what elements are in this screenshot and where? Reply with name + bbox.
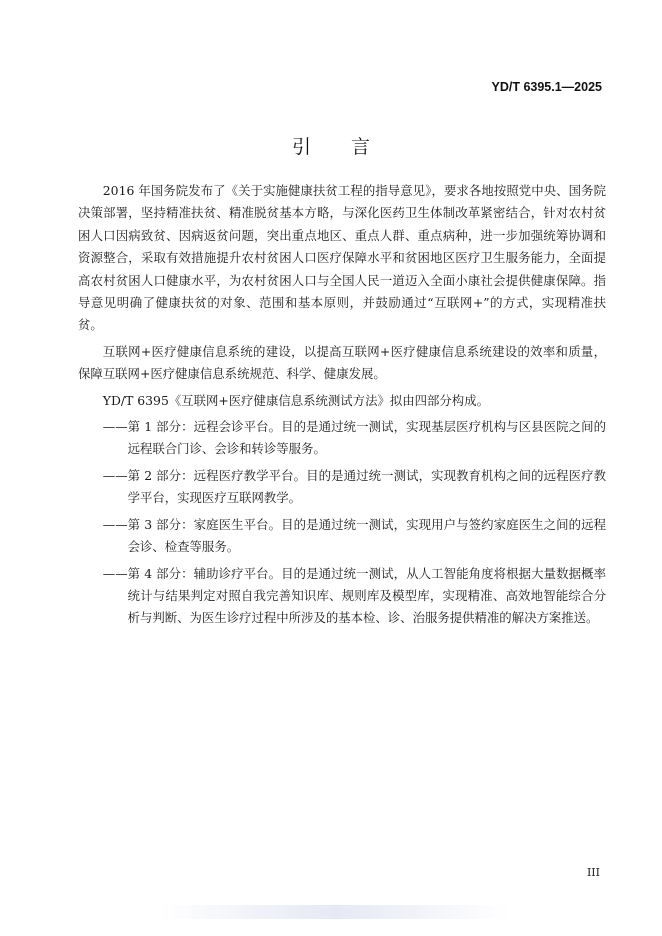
list-item-part-2: ——第 2 部分：远程医疗教学平台。目的是通过统一测试，实现教育机构之间的远程医疗教学平台，实现医疗互联网教学。: [102, 467, 606, 506]
paragraph-purpose: 互联网+医疗健康信息系统的建设，以提高互联网+医疗健康信息系统建设的效率和质量，保障互联网+医疗健康信息系统规范、科学、健康发展。: [78, 343, 606, 382]
list-item-part-1: ——第 1 部分：远程会诊平台。目的是通过统一测试，实现基层医疗机构与区县医院之间的远程联合门诊、会诊和转诊等服务。: [102, 419, 606, 457]
page-number: III: [586, 866, 600, 879]
standard-code: YD/T 6395.1—2025: [491, 80, 602, 94]
list-item-part-3: ——第 3 部分：家庭医生平台。目的是通过统一测试，实现用户与签约家庭医生之间的远程会诊、检查等服务。: [102, 516, 606, 555]
list-item-part-4: ——第 4 部分：辅助诊疗平台。目的是通过统一测试，从人工智能角度将根据大量数据概率统计与结果判定对照自我完善知识库、规则库及模型库，实现精准、高效地智能综合分析与判断、为医生诊疗过程中所涉及的基本检、诊、治服务提供精准的解决方案推送。: [102, 565, 606, 626]
paragraph-background: 2016 年国务院发布了《关于实施健康扶贫工程的指导意见》，要求各地按照党中央、国务院决策部署，坚持精准扶贫、精准脱贫基本方略，与深化医药卫生体制改革紧密结合，针对农村贫困人口因病致贫、因病返贫问题，突出重点地区、重点人群、重点病种，进一步加强统筹协调和资源整合，采取有效措施提升农村贫困人口医疗保障水平和贫困地区医疗卫生服务能力，全面提高农村贫困人口健康水平，为农村贫困人口与全国人民一道迈入全面小康社会提供健康保障。指导意见明确了健康扶贫的对象、范围和基本原则，并鼓励通过“互联网+”的方式，实现精准扶贫。: [78, 183, 606, 333]
paragraph-structure: YD/T 6395《互联网+医疗健康信息系统测试方法》拟由四部分构成。: [102, 392, 489, 408]
document-body: [78, 180, 606, 634]
watermark: [160, 905, 510, 919]
page-title: 引言: [291, 136, 410, 158]
